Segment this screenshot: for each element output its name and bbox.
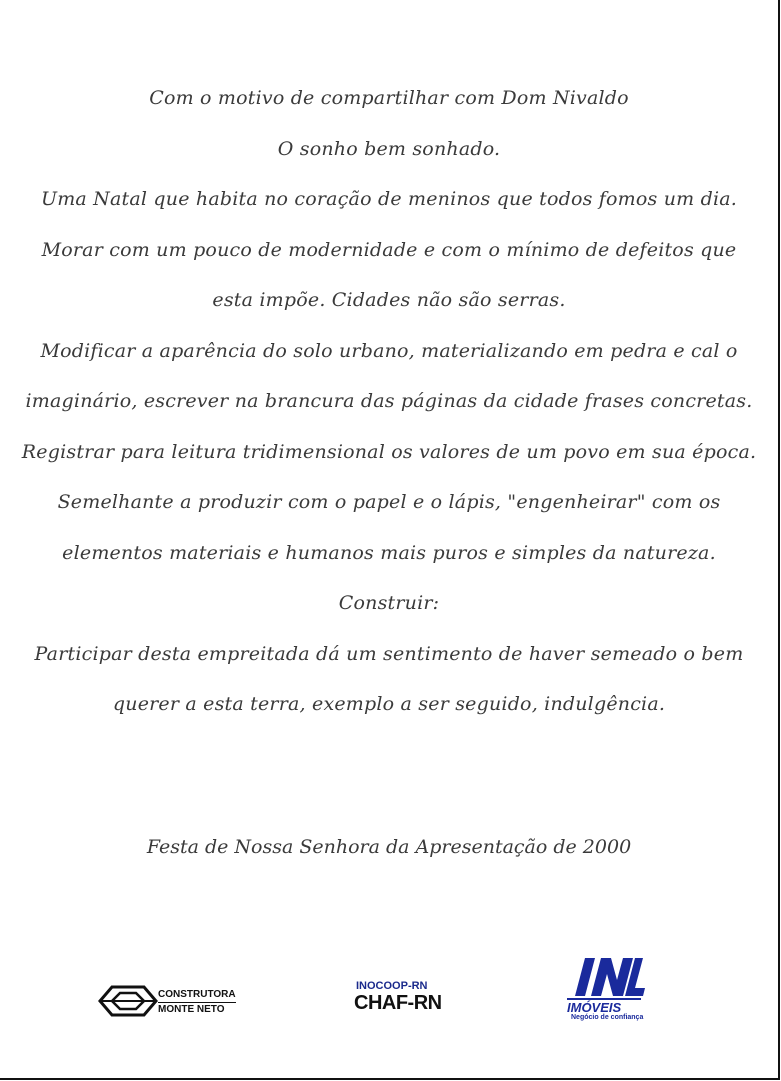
monte-neto-mark-icon bbox=[98, 984, 158, 1018]
poem-line-1: Com o motivo de compartilhar com Dom Nivaldo bbox=[149, 87, 629, 109]
poem-line-2: O sonho bem sonhado. bbox=[277, 137, 501, 160]
poem-line-4: Morar com um pouco de modernidade e com o mínimo de defeitos que bbox=[41, 238, 737, 261]
chaf-rn-logo bbox=[352, 980, 448, 1020]
poem-line-6: Modificar a aparência do solo urbano, materializando em pedra e cal o bbox=[40, 339, 738, 362]
poem-line-11: Construir: bbox=[338, 592, 440, 614]
poem-line-12: Participar desta empreitada dá um sentimento de haver semeado o bem bbox=[34, 642, 744, 665]
sponsor-logos bbox=[0, 950, 778, 1030]
poem-line-7: imaginário, escrever na brancura das páginas da cidade frases concretas. bbox=[25, 390, 753, 412]
poem-text bbox=[0, 76, 778, 733]
inl-tagline: Negócio de confiança bbox=[571, 1014, 644, 1021]
monte-neto-wordmark bbox=[158, 988, 236, 1017]
monte-neto-line1: CONSTRUTORA bbox=[158, 988, 236, 1003]
monte-neto-line2: MONTE NETO bbox=[158, 1004, 225, 1015]
poem-line-13: querer a esta terra, exemplo a ser seguido, indulgência. bbox=[112, 693, 666, 715]
poem-line-10: elementos materiais e humanos mais puros e simples da natureza. bbox=[62, 541, 716, 564]
chaf-rn-label: CHAF-RN bbox=[354, 992, 442, 1014]
inocoop-label: INOCOOP-RN bbox=[356, 980, 428, 992]
inl-imoveis-logo bbox=[565, 956, 645, 1024]
poem-line-3: Uma Natal que habita no coração de meninos que todos fomos um dia. bbox=[40, 188, 738, 210]
poem-line-9: Semelhante a produzir com o papel e o lápis, "engenheirar" com os bbox=[57, 491, 721, 513]
poem-line-5: esta impõe. Cidades não são serras. bbox=[212, 289, 566, 311]
inl-mark-icon bbox=[565, 956, 645, 998]
closing-line: Festa de Nossa Senhora da Apresentação de 2000 bbox=[146, 836, 632, 858]
inl-imoveis-word: IMÓVEIS bbox=[567, 998, 641, 1015]
monte-neto-logo bbox=[98, 984, 240, 1022]
poem-line-8: Registrar para leitura tridimensional os valores de um povo em sua época. bbox=[21, 440, 757, 463]
